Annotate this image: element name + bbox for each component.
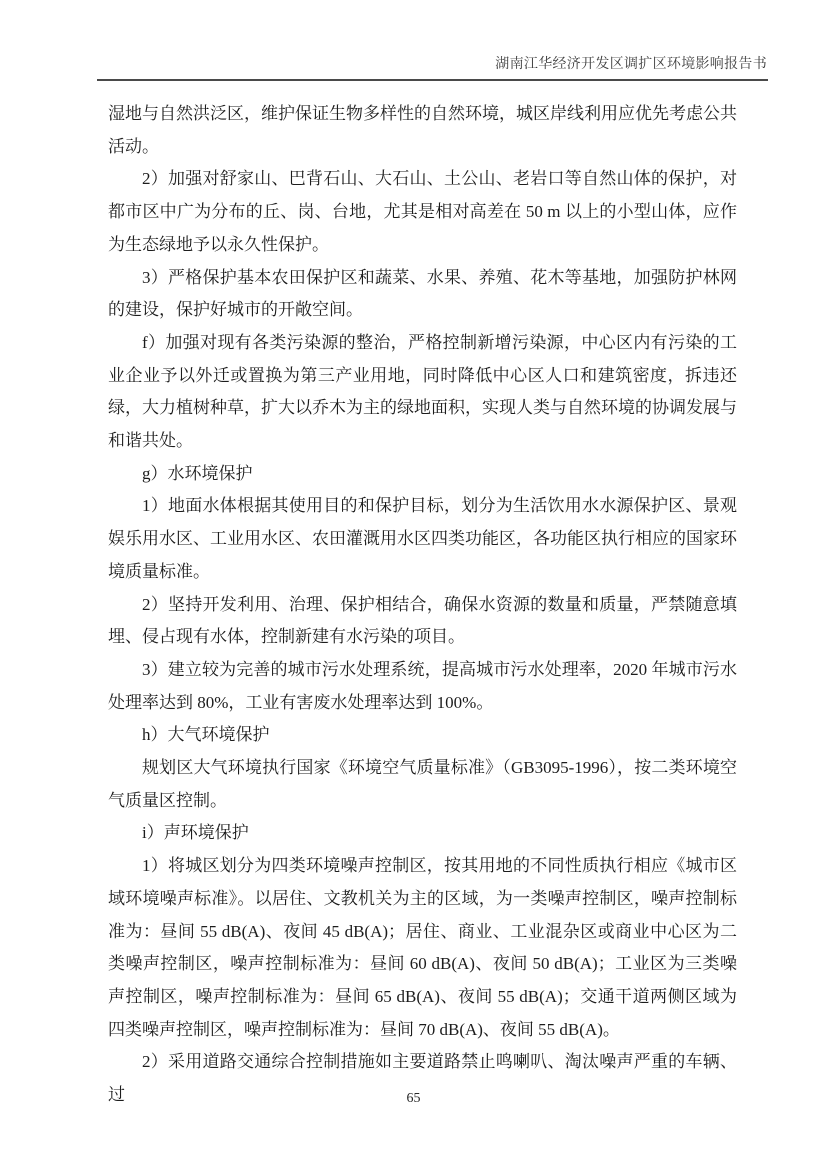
paragraph-item-f-pollution: f）加强对现有各类污染源的整治，严格控制新增污染源，中心区内有污染的工业企业予以外迁或置换为第三产业用地，同时降低中心区人口和建筑密度，拆违还绿，大力植树种草，扩大以乔木为主的绿地面积，实现人类与自然环境的协调发展与和谐共处。 [108,332,737,451]
page-number: 65 [406,1091,421,1106]
paragraph-heading-g-water: g）水环境保护 [142,463,253,483]
header-rule [97,79,768,81]
paragraph-noise-1: 1）将城区划分为四类环境噪声控制区，按其用地的不同性质执行相应《城市区域环境噪声标准》。以居住、文教机关为主的区域，为一类噪声控制区，噪声控制标准为：昼间 55 dB(A)、夜间 45 dB(A)；居住、商业、工业混杂区或商业中心区为二类噪声控制区，噪声控制标准为：昼间 60 dB(A)、夜间 50 dB(A)；工业区为三类噪声控制区，噪声控制标准为：昼间 65 dB(A)、夜间 55 dB(A)；交通干道两侧区域为四类噪声控制区，噪声控制标准为：昼间 70 dB(A)、夜间 55 dB(A)。 [108,856,737,1039]
paragraph-water-2: 2）坚持开发利用、治理、保护相结合，确保水资源的数量和质量，严禁随意填埋、侵占现有水体，控制新建有水污染的项目。 [108,594,737,647]
paragraph-item-2-mountains: 2）加强对舒家山、巴背石山、大石山、土公山、老岩口等自然山体的保护，对都市区中广为分布的丘、岗、台地，尤其是相对高差在 50 m 以上的小型山体，应作为生态绿地予以永久性保护。 [108,169,737,254]
header-title: 湖南江华经济开发区调扩区环境影响报告书 [495,57,767,72]
paragraph-water-3: 3）建立较为完善的城市污水处理系统，提高城市污水处理率，2020 年城市污水处理率达到 80%，工业有害废水处理率达到 100%。 [108,659,737,712]
paragraph-item-3-farmland: 3）严格保护基本农田保护区和蔬菜、水果、养殖、花木等基地，加强防护林网的建设，保护好城市的开敞空间。 [108,267,737,320]
paragraph-noise-2: 2）采用道路交通综合控制措施如主要道路禁止鸣喇叭、淘汰噪声严重的车辆、过 [108,1052,737,1105]
paragraph-heading-h-air: h）大气环境保护 [142,725,270,745]
paragraph-water-1: 1）地面水体根据其使用目的和保护目标，划分为生活饮用水水源保护区、景观娱乐用水区、工业用水区、农田灌溉用水区四类功能区，各功能区执行相应的国家环境质量标准。 [108,496,737,581]
document-body [108,98,737,1112]
paragraph-continuation: 湿地与自然洪泛区，维护保证生物多样性的自然环境，城区岸线利用应优先考虑公共活动。 [108,104,737,156]
paragraph-heading-i-noise: i）声环境保护 [142,823,249,843]
paragraph-air-standard: 规划区大气环境执行国家《环境空气质量标准》（GB3095-1996），按二类环境空气质量区控制。 [108,758,737,810]
